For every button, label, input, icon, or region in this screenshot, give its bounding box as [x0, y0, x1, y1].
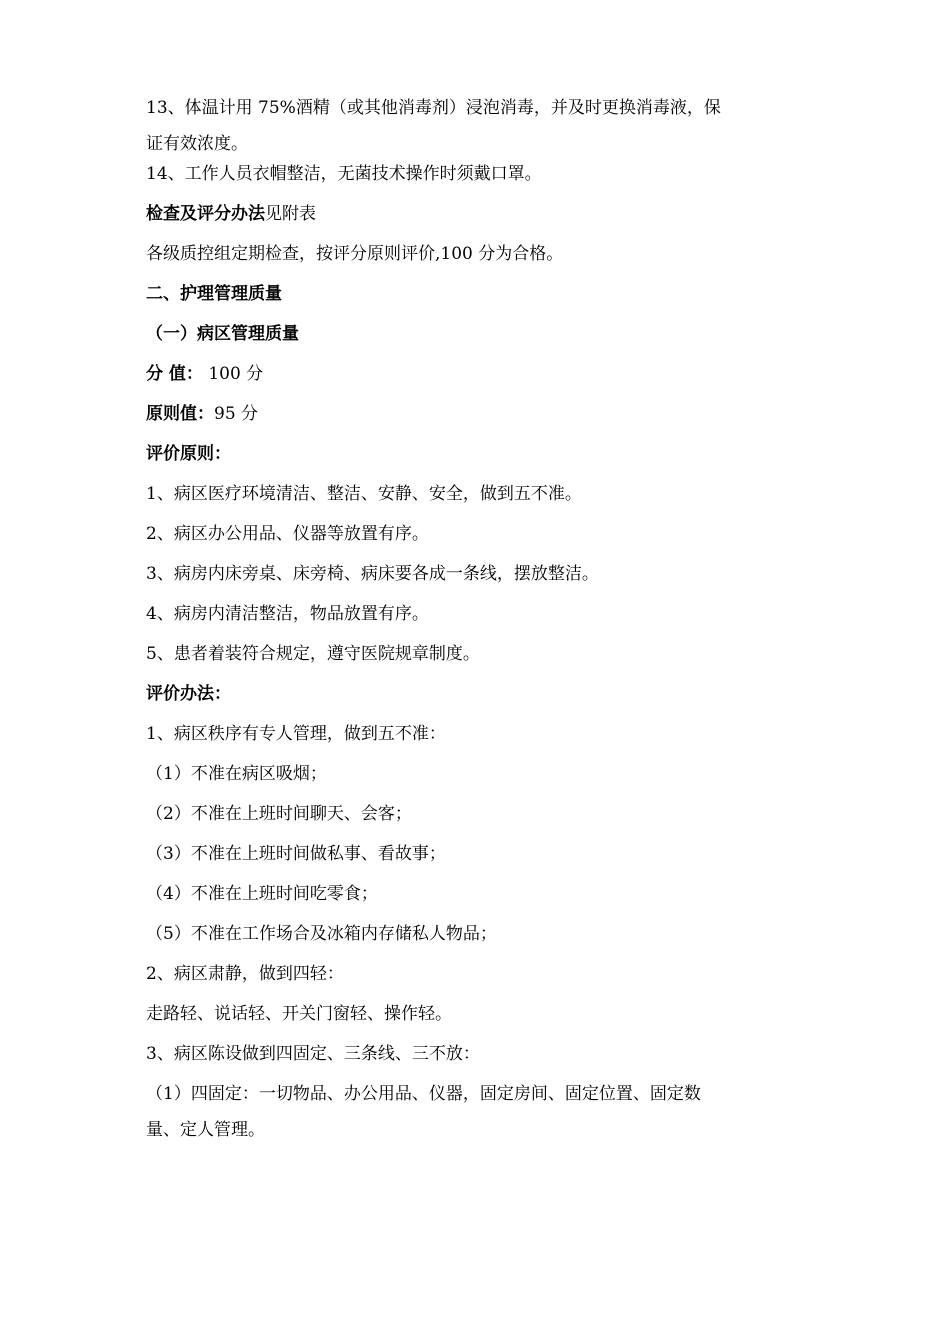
score-label: 分 值： [146, 364, 203, 384]
eval-methods-title: 评价办法： [146, 684, 231, 704]
principle-item: 4、病房内清洁整洁，物品放置有序。 [146, 604, 429, 624]
score-value: 100 分 [202, 364, 264, 384]
rule-item: （5）不准在工作场合及冰箱内存储私人物品； [146, 924, 497, 944]
check-method-label: 检查及评分办法 [146, 204, 265, 224]
rule-item: （2）不准在上班时间聊天、会客； [146, 804, 412, 824]
rule-item: （3）不准在上班时间做私事、看故事； [146, 844, 446, 864]
four-fixed-line-1: （1）四固定：一切物品、办公用品、仪器，固定房间、固定位置、固定数 [146, 1084, 701, 1104]
check-method-line [146, 202, 796, 226]
item-14: 14、工作人员衣帽整洁，无菌技术操作时须戴口罩。 [146, 164, 542, 184]
principle-item: 3、病房内床旁桌、床旁椅、病床要各成一条线，摆放整洁。 [146, 564, 599, 584]
score-line [146, 362, 796, 386]
principle-item: 1、病区医疗环境清洁、整洁、安静、安全，做到五不准。 [146, 484, 582, 504]
principle-value-label: 原则值： [146, 404, 214, 424]
check-method-text: 见附表 [265, 204, 316, 224]
item-13-line-1: 13、体温计用 75%酒精（或其他消毒剂）浸泡消毒，并及时更换消毒液，保 [146, 98, 721, 118]
four-light-text: 走路轻、说话轻、开关门窗轻、操作轻。 [146, 1004, 452, 1024]
principle-value-line [146, 402, 796, 426]
principle-item: 2、病区办公用品、仪器等放置有序。 [146, 524, 429, 544]
method-2: 2、病区肃静，做到四轻： [146, 964, 344, 984]
rule-item: （4）不准在上班时间吃零食； [146, 884, 378, 904]
method-1: 1、病区秩序有专人管理，做到五不准： [146, 724, 446, 744]
eval-principles-title: 评价原则： [146, 444, 231, 464]
item-13-line-2: 证有效浓度。 [146, 134, 248, 154]
principle-value: 95 分 [214, 404, 259, 424]
method-3: 3、病区陈设做到四固定、三条线、三不放： [146, 1044, 480, 1064]
document-body [146, 96, 796, 1142]
rule-item: （1）不准在病区吸烟； [146, 764, 327, 784]
four-fixed-line-2: 量、定人管理。 [146, 1120, 265, 1140]
principle-item: 5、患者着装符合规定，遵守医院规章制度。 [146, 644, 480, 664]
qc-check-text: 各级质控组定期检查，按评分原则评价,100 分为合格。 [146, 244, 564, 264]
section-2-title: 二、护理管理质量 [146, 284, 282, 304]
subsection-1-title: （一）病区管理质量 [146, 324, 299, 344]
